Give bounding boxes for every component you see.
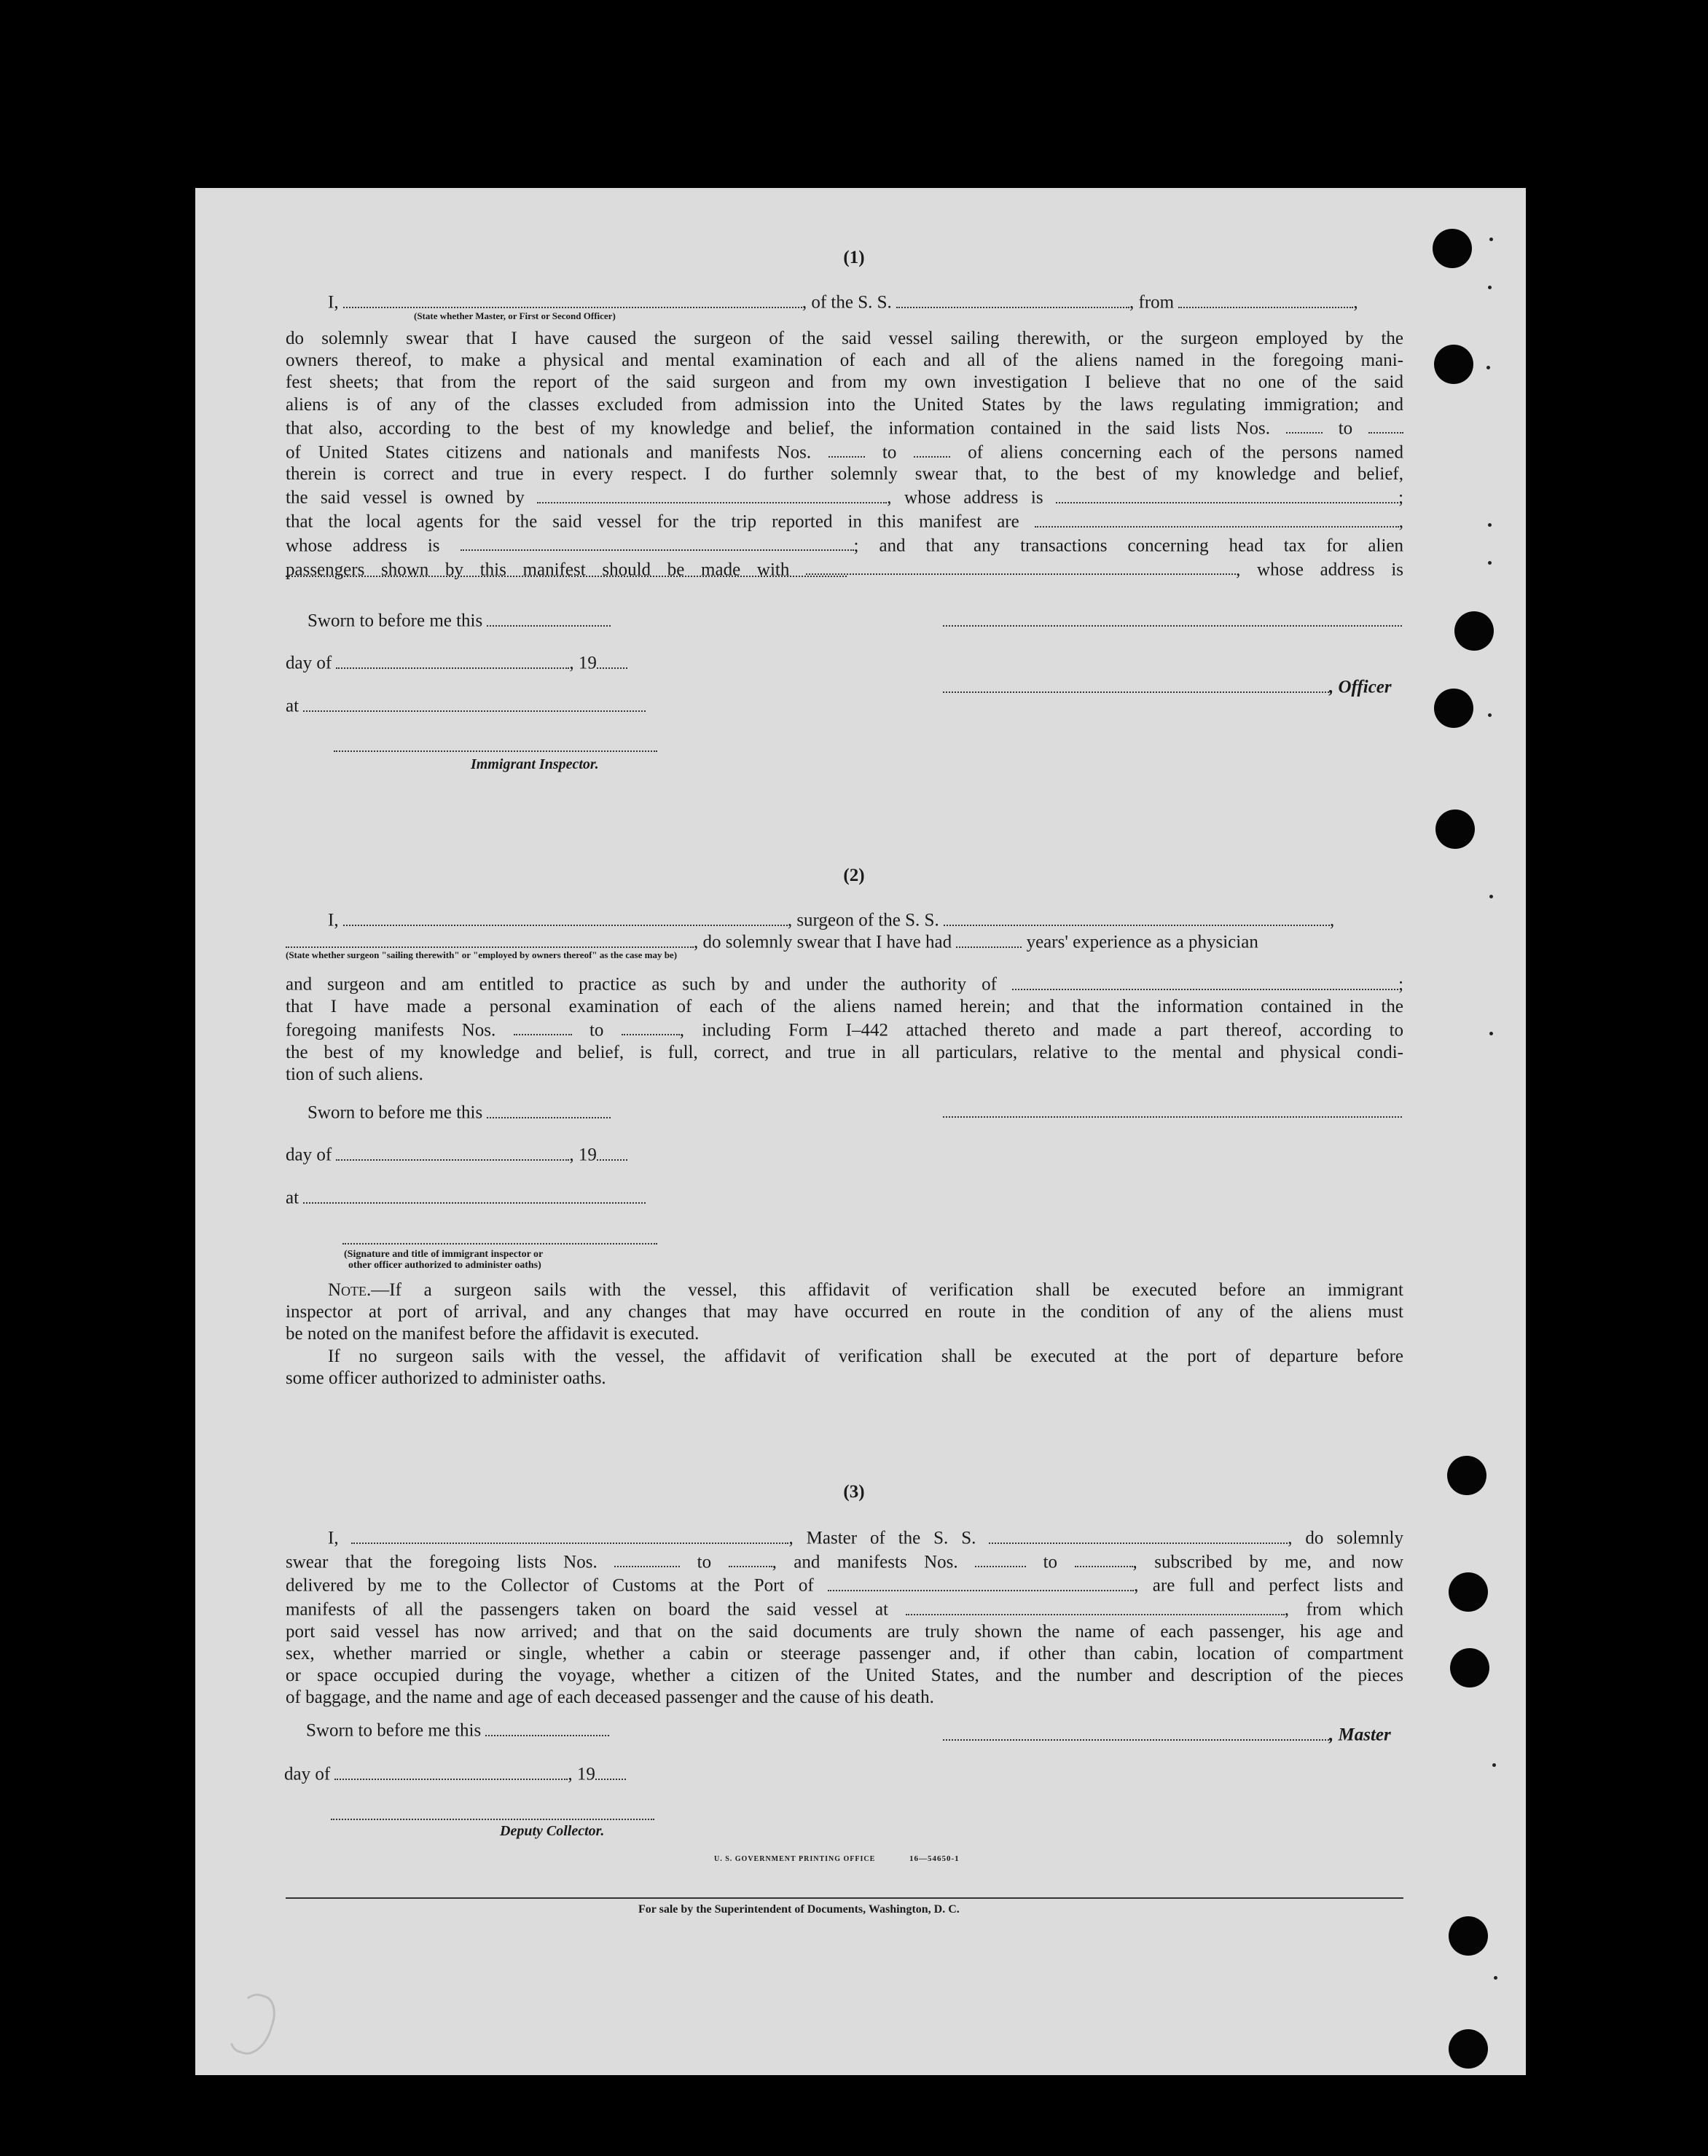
inspector-caption: Immigrant Inspector. xyxy=(471,756,599,772)
body-line: whose address is ; and that any transactions concerning head tax for alien xyxy=(286,533,1403,557)
sworn-line: Sworn to before me this xyxy=(306,1718,609,1741)
note-paragraph xyxy=(286,1279,1403,1389)
body-line: foregoing manifests Nos. to , including Form I–442 attached thereto and made a part thereof, according to xyxy=(286,1018,1403,1042)
punch-hole xyxy=(1449,1916,1488,1956)
punch-hole xyxy=(1449,1572,1488,1612)
signature-note: (Signature and title of immigrant inspector or xyxy=(344,1249,544,1260)
body-line: tion of such aliens. xyxy=(286,1064,423,1084)
officer-signature-line xyxy=(342,1243,657,1244)
address-line xyxy=(286,576,847,577)
surgeon-type-note: (State whether surgeon "sailing therewith" or "employed by owners thereof" as the case may be) xyxy=(286,949,678,960)
day-line: day of , 19 xyxy=(286,1142,627,1166)
punch-hole xyxy=(1454,611,1494,651)
note-line: If no surgeon sails with the vessel, the affidavit of verification shall be executed at the port of departure before xyxy=(328,1346,1403,1366)
signature-note: other officer authorized to administer oaths) xyxy=(348,1260,541,1271)
body-line: passengers shown by this manifest should be made with , whose address is xyxy=(286,557,1403,581)
sworn-line: Sworn to before me this xyxy=(307,1100,611,1124)
body-line: delivered by me to the Collector of Customs at the Port of , are full and perfect lists and xyxy=(286,1573,1403,1597)
body-line: fest sheets; that from the report of the said surgeon and from my own investigation I believe that no one of the said xyxy=(286,372,1403,393)
section-3-body xyxy=(286,1526,1403,1709)
surgeon-line: I, , surgeon of the S. S. , xyxy=(328,908,1334,931)
experience-line: , do solemnly swear that I have had years' experience as a physician xyxy=(286,930,1258,953)
officer-line: , Officer xyxy=(943,675,1392,698)
footer-rule xyxy=(286,1897,1403,1899)
form-code: 16—54650-1 xyxy=(909,1854,960,1863)
body-line: manifests of all the passengers taken on board the said vessel at , from which xyxy=(286,1597,1403,1621)
body-line: that I have made a personal examination of each of the aliens named herein; and that the information contained in the xyxy=(286,996,1403,1016)
punch-hole xyxy=(1435,810,1475,849)
body-line: do solemnly swear that I have caused the surgeon of the said vessel sailing therewith, or the surgeon employed by the xyxy=(286,329,1403,348)
sworn-line: Sworn to before me this xyxy=(307,608,611,632)
day-line: day of , 19 xyxy=(286,651,627,674)
master-rank-note: (State whether Master, or First or Second Officer) xyxy=(414,310,616,321)
master-signature-line: , Master xyxy=(943,1722,1391,1746)
printer-imprint: U. S. GOVERNMENT PRINTING OFFICE xyxy=(714,1855,876,1863)
body-line: swear that the foregoing lists Nos. to , and manifests Nos. to , subscribed by me, and now xyxy=(286,1550,1403,1574)
body-line: of United States citizens and nationals and manifests Nos. to of aliens concerning each of the persons named xyxy=(286,440,1403,464)
at-line: at xyxy=(286,694,646,717)
signature-line xyxy=(943,1116,1402,1118)
section-2-number: (2) xyxy=(843,866,865,885)
body-line: the said vessel is owned by , whose address is ; xyxy=(286,485,1403,509)
day-line: day of , 19 xyxy=(284,1762,626,1785)
section-1-master-line: I, , of the S. S. , from , xyxy=(328,290,1358,313)
body-line: port said vessel has now arrived; and that on the said documents are truly shown the name of each passenger, his age and xyxy=(286,1621,1403,1642)
collector-caption: Deputy Collector. xyxy=(500,1823,605,1839)
note-line: be noted on the manifest before the affidavit is executed. xyxy=(286,1324,700,1344)
body-line: sex, whether married or single, whether a cabin or steerage passenger and, if other than cabin, location of compartment xyxy=(286,1644,1403,1664)
note-line: Note.—If a surgeon sails with the vessel, this affidavit of verification shall be executed before an immigrant xyxy=(328,1280,1403,1300)
body-line: that the local agents for the said vessel for the trip reported in this manifest are , xyxy=(286,509,1403,533)
punch-hole xyxy=(1449,2029,1488,2069)
body-line: of baggage, and the name and age of each deceased passenger and the cause of his death. xyxy=(286,1687,934,1708)
note-line: some officer authorized to administer oaths. xyxy=(286,1368,606,1388)
collector-signature-line xyxy=(331,1819,654,1820)
body-line: owners thereof, to make a physical and mental examination of each and all of the aliens named in the foregoing mani- xyxy=(286,350,1403,371)
body-line: or space occupied during the voyage, whether a citizen of the United States, and the number and description of the pieces xyxy=(286,1666,1403,1686)
body-line: therein is correct and true in every respect. I do further solemnly swear that, to the best of my knowledge and belief, xyxy=(286,464,1403,485)
body-line: I, , Master of the S. S. , do solemnly xyxy=(286,1526,1403,1550)
body-line: and surgeon and am entitled to practice as such by and under the authority of ; xyxy=(286,972,1403,996)
section-2-body xyxy=(286,972,1403,1086)
punch-hole xyxy=(1434,689,1473,728)
punch-hole xyxy=(1434,345,1473,384)
body-line: the best of my knowledge and belief, is full, correct, and true in all particulars, relative to the mental and physical condi- xyxy=(286,1042,1403,1062)
sale-notice: For sale by the Superintendent of Documents, Washington, D. C. xyxy=(638,1903,960,1916)
section-3-number: (3) xyxy=(843,1482,865,1502)
body-line: aliens is of any of the classes excluded from admission into the United States by the laws regulating immigration; and xyxy=(286,394,1403,415)
signature-line xyxy=(943,625,1402,627)
body-line: that also, according to the best of my knowledge and belief, the information contained in the said lists Nos. to xyxy=(286,416,1403,440)
at-line: at xyxy=(286,1185,646,1209)
inspector-signature-line xyxy=(334,750,657,752)
punch-hole xyxy=(1450,1648,1489,1687)
section-1-body xyxy=(286,328,1403,581)
section-1-number: (1) xyxy=(843,248,865,267)
note-line: inspector at port of arrival, and any changes that may have occurred en route in the condition of any of the aliens must xyxy=(286,1302,1403,1322)
